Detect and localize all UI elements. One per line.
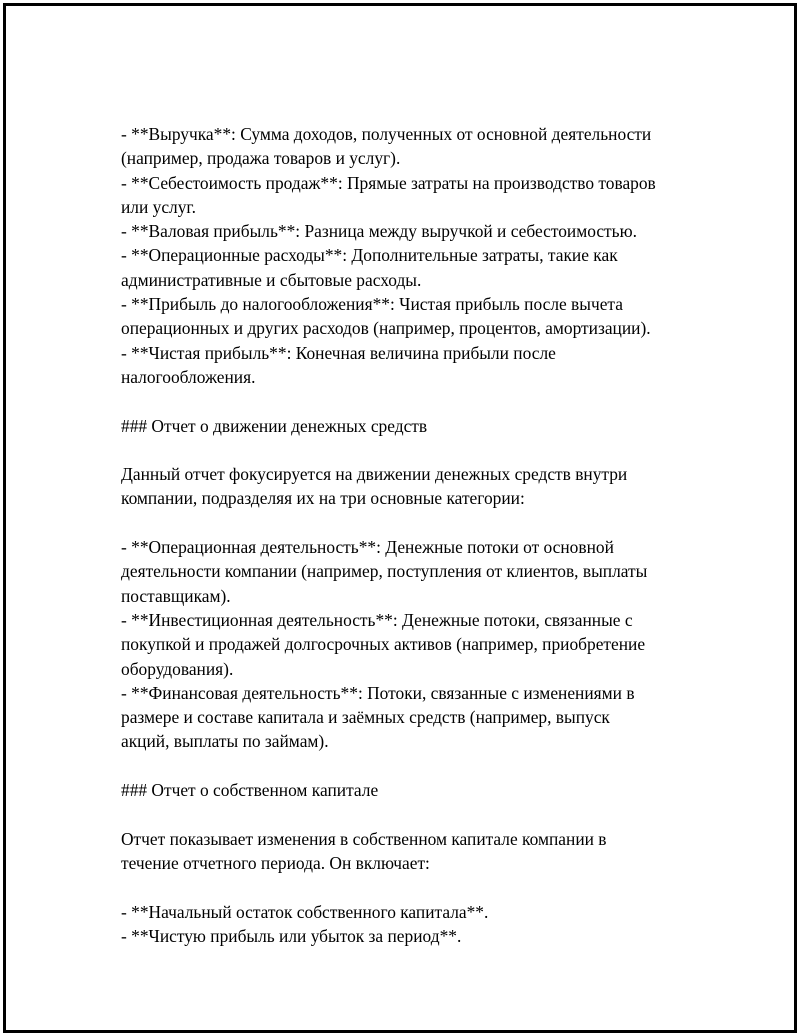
- list-item-investing-activity-cont2: оборудования).: [121, 658, 234, 679]
- blank-line: [121, 389, 721, 413]
- blank-line: [121, 754, 721, 778]
- blank-line: [121, 438, 721, 462]
- list-item-gross-profit: - **Валовая прибыль**: Разница между выручкой и себестоимостью.: [121, 221, 637, 242]
- list-item-opening-equity: - **Начальный остаток собственного капитала**.: [121, 901, 489, 922]
- paragraph-cash-flow-intro-cont: компании, подразделяя их на три основные категории:: [121, 488, 525, 509]
- document-body: [121, 122, 721, 948]
- section-heading-equity: ### Отчет о собственном капитале: [121, 780, 379, 801]
- list-item-pretax-profit-cont: операционных и других расходов (например, процентов, амортизации).: [121, 318, 651, 339]
- list-item-investing-activity: - **Инвестиционная деятельность**: Денежные потоки, связанные с: [121, 609, 633, 630]
- blank-line: [121, 875, 721, 899]
- list-item-operating-activity-cont2: поставщикам).: [121, 585, 231, 606]
- list-item-revenue-cont: (например, продажа товаров и услуг).: [121, 148, 401, 169]
- list-item-cost-of-sales-cont: или услуг.: [121, 196, 196, 217]
- paragraph-cash-flow-intro: Данный отчет фокусируется на движении денежных средств внутри: [121, 464, 628, 485]
- list-item-operating-expenses: - **Операционные расходы**: Дополнительные затраты, такие как: [121, 245, 618, 266]
- section-heading-cash-flow: ### Отчет о движении денежных средств: [121, 415, 428, 436]
- list-item-revenue: - **Выручка**: Сумма доходов, полученных от основной деятельности: [121, 124, 652, 144]
- list-item-financing-activity-cont2: акций, выплаты по займам).: [121, 731, 329, 752]
- list-item-operating-expenses-cont: административные и сбытовые расходы.: [121, 269, 422, 290]
- list-item-pretax-profit: - **Прибыль до налогообложения**: Чистая прибыль после вычета: [121, 294, 623, 315]
- blank-line: [121, 511, 721, 535]
- page-frame: [3, 3, 797, 1033]
- list-item-cost-of-sales: - **Себестоимость продаж**: Прямые затраты на производство товаров: [121, 172, 656, 193]
- paragraph-equity-intro-cont: течение отчетного периода. Он включает:: [121, 852, 430, 873]
- list-item-operating-activity-cont: деятельности компании (например, поступления от клиентов, выплаты: [121, 561, 648, 582]
- list-item-investing-activity-cont: покупкой и продажей долгосрочных активов (например, приобретение: [121, 634, 646, 655]
- list-item-financing-activity-cont: размере и составе капитала и заёмных средств (например, выпуск: [121, 707, 610, 728]
- blank-line: [121, 802, 721, 826]
- list-item-net-income-period: - **Чистую прибыль или убыток за период**.: [121, 925, 462, 946]
- paragraph-equity-intro: Отчет показывает изменения в собственном капитале компании в: [121, 828, 607, 849]
- list-item-net-profit: - **Чистая прибыль**: Конечная величина прибыли после: [121, 342, 556, 363]
- list-item-operating-activity: - **Операционная деятельность**: Денежные потоки от основной: [121, 537, 614, 558]
- list-item-financing-activity: - **Финансовая деятельность**: Потоки, связанные с изменениями в: [121, 682, 635, 703]
- list-item-net-profit-cont: налогообложения.: [121, 366, 256, 387]
